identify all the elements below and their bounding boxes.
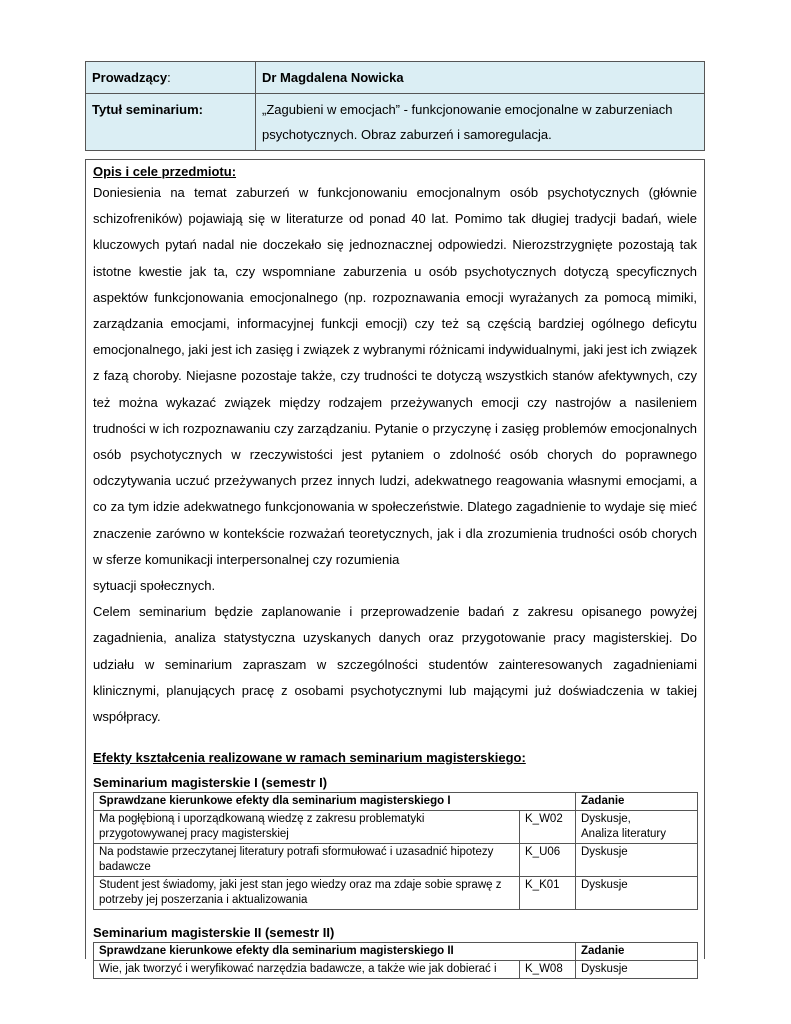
effect-code: K_W02 <box>520 811 576 844</box>
seminar-header-table <box>85 61 705 151</box>
task-text: Dyskusje, <box>581 813 631 826</box>
effects-column-header: Sprawdzane kierunkowe efekty dla seminarium magisterskiego II <box>94 943 576 961</box>
task-cell: Dyskusje <box>576 877 698 910</box>
table-row <box>94 877 698 910</box>
title-label: Tytuł seminarium: <box>86 94 256 151</box>
table-header-row <box>94 793 698 811</box>
effect-code: K_K01 <box>520 877 576 910</box>
effect-code: K_U06 <box>520 844 576 877</box>
effect-text: Student jest świadomy, jaki jest stan jego wiedzy oraz ma zdaje sobie sprawę z <box>99 879 502 892</box>
table-row <box>94 961 698 979</box>
seminar-2-title: Seminarium magisterskie II (semestr II) <box>93 925 335 941</box>
description-box <box>85 159 705 976</box>
instructor-label: Prowadzący <box>92 70 168 85</box>
effects-heading: Efekty kształcenia realizowane w ramach seminarium magisterskiego: <box>93 750 526 766</box>
effect-text: badawcze <box>99 861 151 874</box>
title-line-1: „Zagubieni w emocjach” - funkcjonowanie emocjonalne w zaburzeniach <box>262 102 673 117</box>
title-row <box>86 94 705 151</box>
seminar-1-title: Seminarium magisterskie I (semestr I) <box>93 775 328 791</box>
task-cell <box>576 811 698 844</box>
table-row <box>94 811 698 844</box>
table-row <box>94 844 698 877</box>
effect-text: potrzeby jej poszerzania i aktualizowania <box>99 894 308 907</box>
effect-code: K_W08 <box>520 961 576 979</box>
task-cell: Dyskusje <box>576 844 698 877</box>
instructor-label-cell <box>86 62 256 94</box>
description-heading: Opis i cele przedmiotu: <box>93 164 237 179</box>
task-cell: Dyskusje <box>576 961 698 979</box>
effects-column-header: Sprawdzane kierunkowe efekty dla seminarium magisterskiego I <box>94 793 576 811</box>
instructor-label-colon: : <box>167 70 171 85</box>
table-header-row <box>94 943 698 961</box>
seminar-2-effects-table <box>93 942 698 979</box>
description-paragraph-1-tail: sytuacji społecznych. <box>93 578 216 594</box>
instructor-row <box>86 62 705 94</box>
seminar-1-effects-table <box>93 792 698 910</box>
task-column-header: Zadanie <box>576 793 698 811</box>
title-value <box>256 94 705 151</box>
effect-cell <box>94 844 520 877</box>
title-line-2: psychotycznych. Obraz zaburzeń i samoregulacja. <box>262 127 552 142</box>
task-text: Analiza literatury <box>581 828 667 841</box>
effect-cell <box>94 811 520 844</box>
effect-text: przygotowywanej pracy magisterskiej <box>99 828 289 841</box>
description-paragraph-1: Doniesienia na temat zaburzeń w funkcjonowaniu emocjonalnym osób psychotycznych (głównie schizofreników) pojawiają się w literaturze od ponad 40 lat. Pomimo tak długiej tradycji badań, wiele kluczowych pytań nadal nie doczekało się jednoznacznej odpowiedzi. Nierozstrzygnięte pozostają tak istotne kwestie jak ta, czy wspomniane zaburzenia u osób psychotycznych dotyczą specyficznych aspektów funkcjonowania emocjonalnego (np. rozpoznawania emocji wyrażanych za pomocą mimiki, zarządzania emocjami, informacyjnej funkcji emocji) czy też są częścią bardziej ogólnego deficytu emocjonalnego, jaki jest ich zasięg i związek z wybranymi różnicami indywidualnymi, jaki jest ich związek z fazą choroby. Niejasne pozostaje także, czy trudności te dotyczą wszystkich stanów afektywnych, czy też można wykazać związek między rodzajem przeżywanych emocji czy nastrojów a nasileniem trudności w ich rozpoznawaniu czy zarządzaniu. Pytanie o przyczynę i zasięg problemów emocjonalnych osób psychotycznych w rzeczywistości jest pytaniem o zdolność osób chorych do poprawnego odczytywania uczuć przeżywanych przez innych ludzi, adekwatnego reagowania własnymi emocjami, a co za tym idzie adekwatnego funkcjonowania w społeczeństwie. Dlatego zagadnienie to wydaje się mieć znaczenie zarówno w kontekście rozważań teoretycznych, jak i dla zrozumienia trudności osób chorych w sferze komunikacji interpersonalnej czy rozumienia <box>93 185 698 567</box>
effect-text: Ma pogłębioną i uporządkowaną wiedzę z zakresu problematyki <box>99 813 425 826</box>
effect-cell: Wie, jak tworzyć i weryfikować narzędzia badawcze, a także wie jak dobierać i <box>94 961 520 979</box>
task-column-header: Zadanie <box>576 943 698 961</box>
effect-text: Na podstawie przeczytanej literatury potrafi sformułować i uzasadnić hipotezy <box>99 846 494 859</box>
effect-cell <box>94 877 520 910</box>
description-paragraph-2: Celem seminarium będzie zaplanowanie i przeprowadzenie badań z zakresu opisanego powyżej zagadnienia, analiza statystyczna uzyskanych danych oraz przygotowanie pracy magisterskiej. Do udziału w seminarium zapraszam w szczególności studentów zainteresowanych zagadnieniami klinicznymi, planujących pracę z osobami psychotycznymi lub mającymi już doświadczenia w takiej współpracy. <box>93 604 697 725</box>
instructor-value: Dr Magdalena Nowicka <box>256 62 705 94</box>
